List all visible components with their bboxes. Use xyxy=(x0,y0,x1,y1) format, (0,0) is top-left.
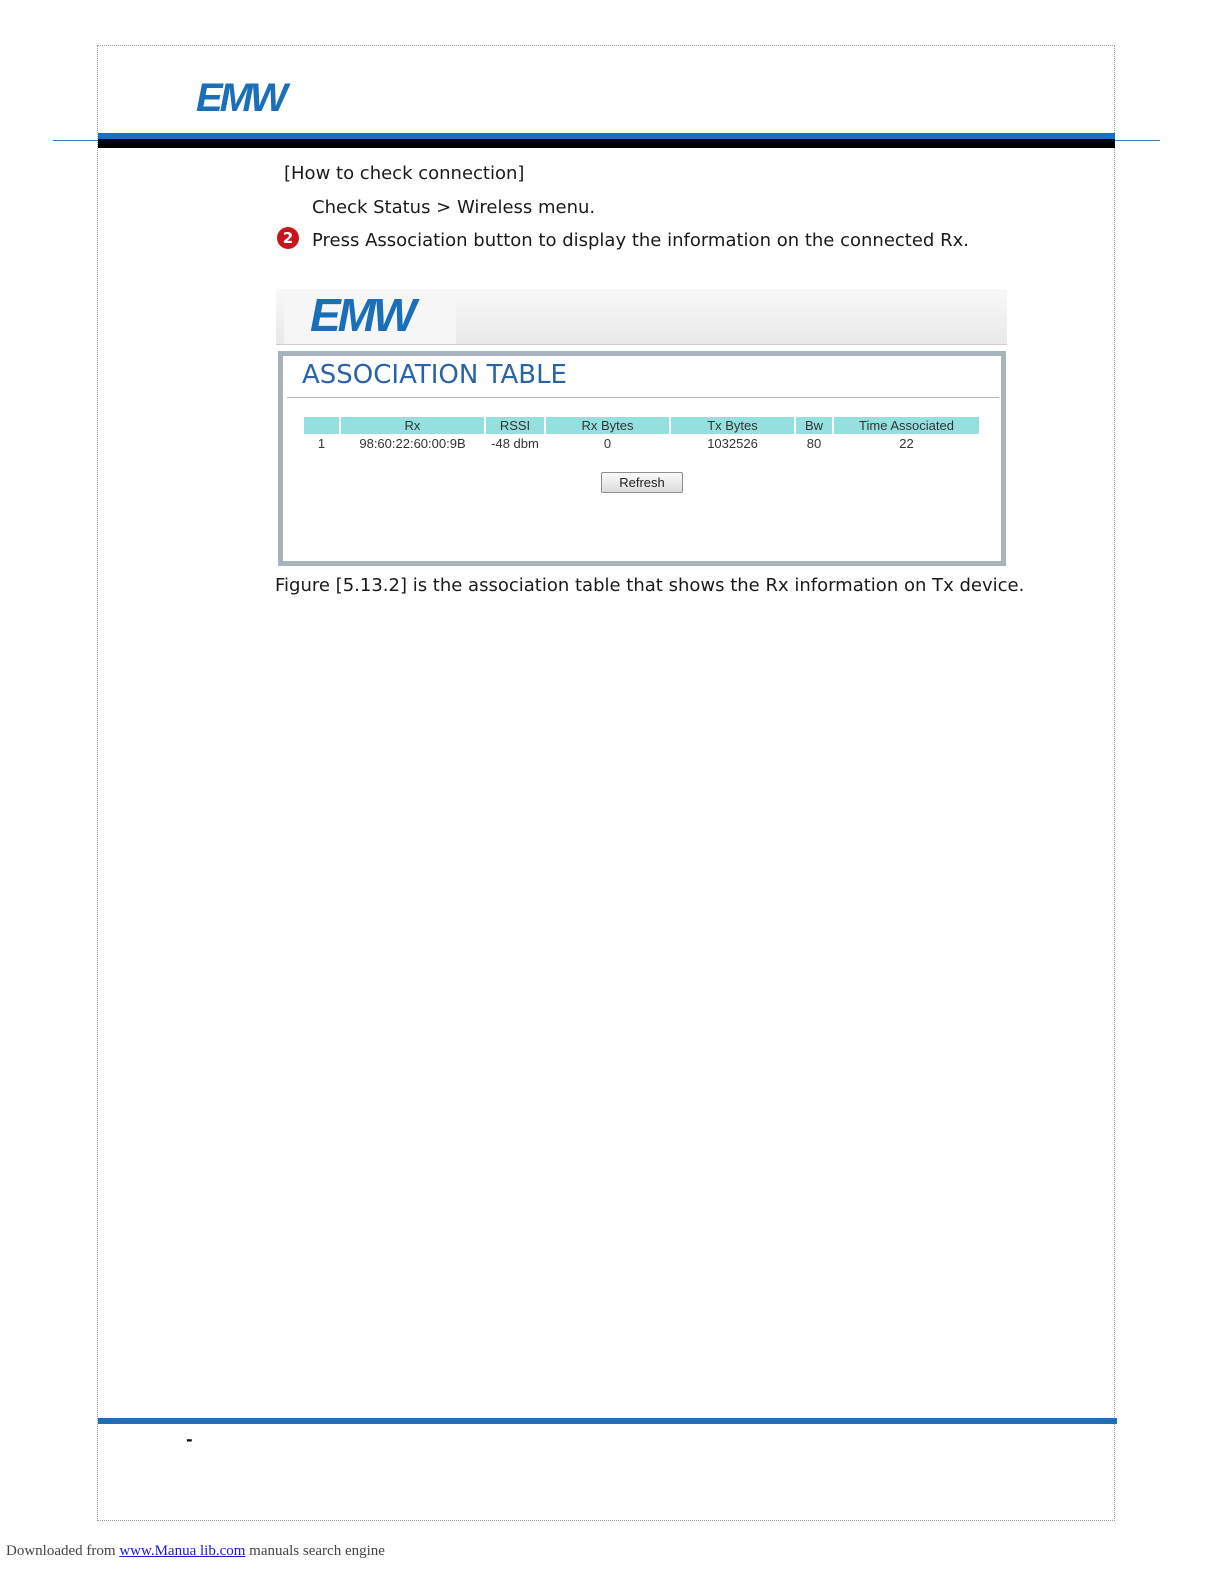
col-header-tx-bytes: Tx Bytes xyxy=(671,417,794,434)
download-prefix: Downloaded from xyxy=(6,1543,120,1559)
cell-bw: 80 xyxy=(806,436,822,451)
step-2-text: Press Association button to display the information on the connected Rx. xyxy=(312,230,969,251)
col-header-rx-bytes: Rx Bytes xyxy=(546,417,669,434)
figure-caption: Figure [5.13.2] is the association table that shows the Rx information on Tx device. xyxy=(275,575,1025,596)
title-divider xyxy=(287,397,999,398)
manualslib-link[interactable]: www.Manua lib.com xyxy=(119,1543,246,1559)
association-table xyxy=(302,417,981,453)
cell-rx: 98:60:22:60:00:9B xyxy=(359,436,466,451)
col-header-index xyxy=(304,417,339,434)
col-header-rssi: RSSI xyxy=(486,417,544,434)
figure-emw-logo: EMW xyxy=(310,289,414,341)
section-heading: [How to check connection] xyxy=(284,163,525,184)
table-header-row xyxy=(304,417,979,434)
emw-logo: EMW xyxy=(196,76,285,120)
header-black-bar xyxy=(98,139,1115,148)
step-2-bullet-icon: 2 xyxy=(277,227,299,249)
col-header-time-associated: Time Associated xyxy=(834,417,979,434)
refresh-button[interactable]: Refresh xyxy=(601,472,683,493)
cell-rssi: -48 dbm xyxy=(491,436,539,451)
cell-time-associated: 22 xyxy=(899,436,914,451)
page-frame xyxy=(97,45,1115,1521)
download-suffix: manuals search engine xyxy=(245,1543,385,1559)
association-table-title: ASSOCIATION TABLE xyxy=(302,360,567,390)
table-row xyxy=(304,434,979,453)
cell-index: 1 xyxy=(317,436,326,451)
download-notice xyxy=(6,1543,385,1560)
col-header-rx: Rx xyxy=(341,417,484,434)
page-number-dash: - xyxy=(186,1430,193,1449)
footer-blue-bar xyxy=(98,1418,1117,1424)
cell-tx-bytes: 1032526 xyxy=(707,436,758,451)
cell-rx-bytes: 0 xyxy=(603,436,612,451)
col-header-bw: Bw xyxy=(796,417,832,434)
step-1-text: Check Status > Wireless menu. xyxy=(312,197,596,218)
